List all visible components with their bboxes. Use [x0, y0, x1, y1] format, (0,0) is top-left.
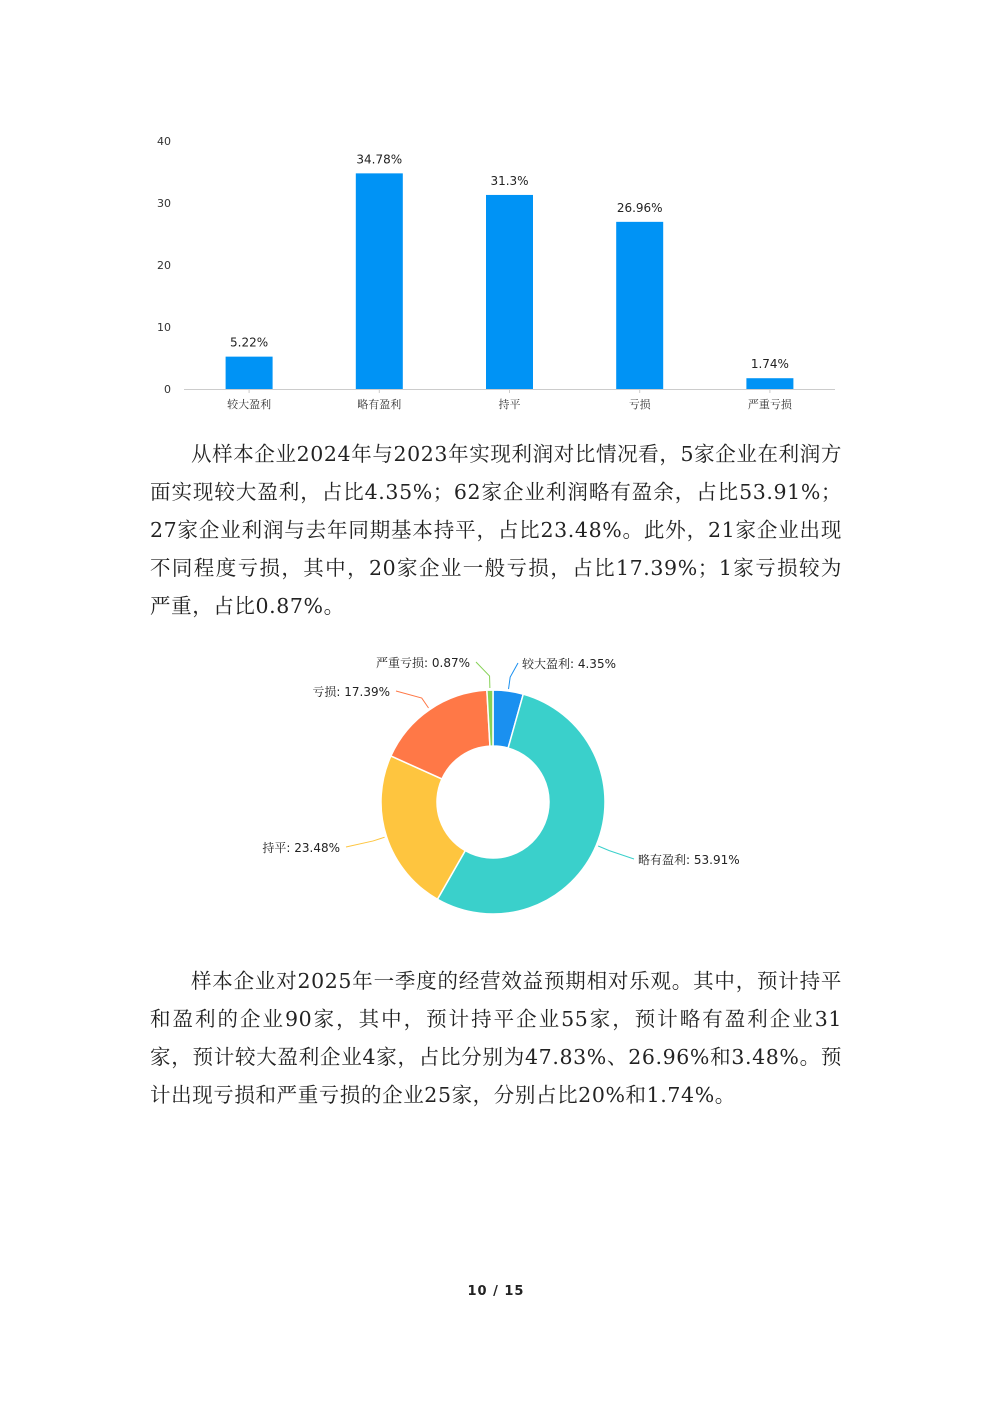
bar — [746, 378, 793, 389]
bar-data-label: 26.96% — [616, 200, 663, 215]
slice-label: 略有盈利: 53.91% — [638, 853, 740, 867]
bar-data-label: 31.3% — [490, 173, 529, 188]
slice-leader-line — [346, 837, 385, 847]
bar-data-label: 34.78% — [356, 152, 403, 167]
bar-chart — [140, 128, 850, 418]
slice-label: 较大盈利: 4.35% — [522, 657, 616, 671]
x-tick-label: 较大盈利 — [227, 398, 272, 411]
slice-label: 持平: 23.48% — [262, 841, 340, 855]
bar — [226, 357, 273, 389]
paragraph-q1-forecast: 样本企业对2025年一季度的经营效益预期相对乐观。其中，预计持平和盈利的企业90家，其中，预计持平企业55家，预计略有盈利企业31家，预计较大盈利企业4家，占比分别为47.83%、26.96%和3.48%。预计出现亏损和严重亏损的企业25家，分别占比20%和1.74%。 — [150, 969, 842, 1107]
paragraph-profit-comparison: 从样本企业2024年与2023年实现利润对比情况看，5家企业在利润方面实现较大盈利，占比4.35%；62家企业利润略有盈余，占比53.91%；27家企业利润与去年同期基本持平，占比23.48%。此外，21家企业出现不同程度亏损，其中，20家企业一般亏损，占比17.39%；1家亏损较为严重，占比0.87%。 — [150, 442, 842, 618]
slice-leader-line — [396, 691, 429, 708]
donut-chart — [250, 645, 770, 935]
x-tick-label: 亏损 — [628, 398, 651, 411]
slice-leader-line — [598, 846, 634, 859]
bar-data-label: 1.74% — [750, 357, 789, 372]
bar — [616, 222, 663, 389]
slice-label: 亏损: 17.39% — [312, 685, 390, 699]
bar-data-label: 5.22% — [230, 335, 269, 350]
bar — [356, 173, 403, 389]
y-tick-label: 30 — [157, 197, 171, 210]
y-tick-label: 20 — [157, 259, 171, 272]
x-tick-label: 持平 — [498, 398, 521, 411]
bar — [486, 195, 533, 389]
slice-leader-line — [509, 663, 518, 689]
slice-label: 严重亏损: 0.87% — [376, 656, 470, 670]
page-number: 10 / 15 — [467, 1284, 525, 1299]
x-tick-label: 略有盈利 — [357, 398, 402, 411]
y-tick-label: 0 — [164, 383, 171, 396]
y-tick-label: 10 — [157, 321, 171, 334]
y-tick-label: 40 — [157, 135, 171, 148]
slice-leader-line — [476, 662, 490, 688]
x-tick-label: 严重亏损 — [747, 398, 792, 411]
